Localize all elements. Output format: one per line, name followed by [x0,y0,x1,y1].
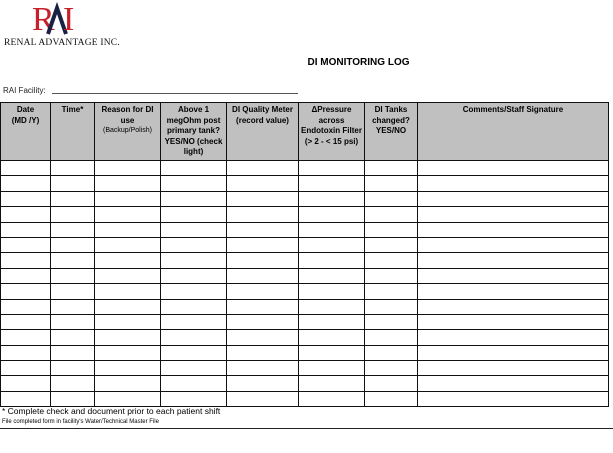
table-cell[interactable] [51,330,95,345]
table-cell[interactable] [227,391,299,406]
table-cell[interactable] [227,330,299,345]
table-cell[interactable] [227,253,299,268]
table-cell[interactable] [51,361,95,376]
table-cell[interactable] [95,176,161,191]
table-row [1,330,609,345]
table-cell[interactable] [418,376,609,391]
table-cell[interactable] [1,237,51,252]
table-cell[interactable] [95,253,161,268]
table-row [1,391,609,406]
table-cell[interactable] [1,284,51,299]
table-cell[interactable] [365,237,418,252]
table-cell[interactable] [365,314,418,329]
table-cell[interactable] [51,284,95,299]
table-cell[interactable] [1,207,51,222]
table-cell[interactable] [161,237,227,252]
col-reason: Reason for DI use (Backup/Polish) [95,103,161,161]
table-cell[interactable] [1,191,51,206]
table-cell[interactable] [161,361,227,376]
table-cell[interactable] [51,391,95,406]
table-cell[interactable] [95,314,161,329]
table-cell[interactable] [95,284,161,299]
table-cell[interactable] [161,191,227,206]
table-cell[interactable] [365,391,418,406]
table-cell[interactable] [418,253,609,268]
table-cell[interactable] [299,237,365,252]
table-cell[interactable] [161,330,227,345]
table-cell[interactable] [418,361,609,376]
table-cell[interactable] [1,345,51,360]
table-cell[interactable] [227,207,299,222]
table-cell[interactable] [1,268,51,283]
table-row [1,268,609,283]
table-cell[interactable] [1,222,51,237]
table-cell[interactable] [51,222,95,237]
company-logo [2,0,120,50]
table-cell[interactable] [95,391,161,406]
svg-text:R: R [32,1,55,36]
facility-label: RAI Facility: [3,86,46,95]
table-cell[interactable] [161,207,227,222]
table-cell[interactable] [95,222,161,237]
table-cell[interactable] [365,191,418,206]
table-row [1,207,609,222]
table-row [1,191,609,206]
table-cell[interactable] [365,222,418,237]
table-cell[interactable] [1,176,51,191]
table-cell[interactable] [161,253,227,268]
table-cell[interactable] [51,237,95,252]
table-row [1,161,609,176]
table-cell[interactable] [299,299,365,314]
table-cell[interactable] [418,314,609,329]
table-cell[interactable] [1,391,51,406]
table-cell[interactable] [1,161,51,176]
table-cell[interactable] [365,330,418,345]
table-cell[interactable] [299,161,365,176]
table-cell[interactable] [51,253,95,268]
table-row [1,176,609,191]
table-cell[interactable] [51,268,95,283]
table-cell[interactable] [299,268,365,283]
table-row [1,299,609,314]
table-cell[interactable] [227,314,299,329]
table-cell[interactable] [365,268,418,283]
table-cell[interactable] [365,284,418,299]
table-cell[interactable] [95,345,161,360]
table-cell[interactable] [418,268,609,283]
table-cell[interactable] [51,314,95,329]
table-cell[interactable] [51,376,95,391]
table-row [1,253,609,268]
table-cell[interactable] [365,376,418,391]
table-cell[interactable] [299,330,365,345]
table-cell[interactable] [95,207,161,222]
footnote-filing: File completed form in facility's Water/Technical Master File [2,419,159,425]
table-cell[interactable] [227,176,299,191]
table-cell[interactable] [227,361,299,376]
col-comments: Comments/Staff Signature [418,103,609,161]
table-cell[interactable] [299,345,365,360]
table-cell[interactable] [299,314,365,329]
table-cell[interactable] [1,253,51,268]
table-cell[interactable] [161,314,227,329]
table-cell[interactable] [227,345,299,360]
table-cell[interactable] [161,222,227,237]
footnote-shift: * Complete check and document prior to each patient shift [2,406,221,416]
table-cell[interactable] [299,222,365,237]
table-cell[interactable] [418,161,609,176]
table-cell[interactable] [418,299,609,314]
table-cell[interactable] [161,376,227,391]
page-title: DI MONITORING LOG [307,57,410,68]
table-cell[interactable] [299,207,365,222]
table-cell[interactable] [365,253,418,268]
table-row [1,314,609,329]
col-time: Time* [51,103,95,161]
divider [0,428,613,429]
table-cell[interactable] [227,284,299,299]
table-cell[interactable] [418,207,609,222]
col-megohm: Above 1 megOhm post primary tank? YES/NO (check light) [161,103,227,161]
table-cell[interactable] [365,361,418,376]
table-cell[interactable] [161,161,227,176]
table-row [1,222,609,237]
table-cell[interactable] [299,191,365,206]
table-cell[interactable] [1,299,51,314]
table-cell[interactable] [95,268,161,283]
table-cell[interactable] [227,299,299,314]
table-cell[interactable] [1,330,51,345]
table-cell[interactable] [161,299,227,314]
table-cell[interactable] [95,299,161,314]
table-cell[interactable] [299,376,365,391]
table-cell[interactable] [299,176,365,191]
table-cell[interactable] [51,207,95,222]
table-cell[interactable] [161,284,227,299]
company-name: RENAL ADVANTAGE INC. [4,38,120,48]
log-body [1,161,609,407]
table-cell[interactable] [227,376,299,391]
table-cell[interactable] [418,391,609,406]
table-row [1,376,609,391]
table-cell[interactable] [1,376,51,391]
col-tanks-changed: DI Tanks changed? YES/NO [365,103,418,161]
table-cell[interactable] [299,253,365,268]
table-cell[interactable] [95,376,161,391]
table-cell[interactable] [95,191,161,206]
table-cell[interactable] [95,161,161,176]
table-cell[interactable] [418,345,609,360]
header-row [1,103,609,161]
table-cell[interactable] [418,330,609,345]
table-cell[interactable] [1,314,51,329]
table-cell[interactable] [365,176,418,191]
table-cell[interactable] [95,330,161,345]
col-pressure: ΔPressure across Endotoxin Filter (> 2 - < 15 psi) [299,103,365,161]
table-cell[interactable] [95,361,161,376]
table-cell[interactable] [51,161,95,176]
table-cell[interactable] [418,191,609,206]
table-cell[interactable] [299,284,365,299]
table-cell[interactable] [365,345,418,360]
table-cell[interactable] [227,268,299,283]
table-cell[interactable] [51,176,95,191]
table-cell[interactable] [227,237,299,252]
col-quality-meter: DI Quality Meter (record value) [227,103,299,161]
col-date: Date (MD /Y) [1,103,51,161]
table-cell[interactable] [51,191,95,206]
table-cell[interactable] [418,237,609,252]
table-cell[interactable] [95,237,161,252]
table-cell[interactable] [365,161,418,176]
table-row [1,237,609,252]
table-cell[interactable] [161,391,227,406]
table-cell[interactable] [51,345,95,360]
table-cell[interactable] [418,222,609,237]
table-cell[interactable] [161,268,227,283]
table-cell[interactable] [161,345,227,360]
table-cell[interactable] [418,176,609,191]
table-cell[interactable] [1,361,51,376]
table-row [1,284,609,299]
table-row [1,361,609,376]
rai-logo-icon [30,0,80,36]
table-cell[interactable] [365,207,418,222]
table-cell[interactable] [227,222,299,237]
table-cell[interactable] [227,191,299,206]
table-cell[interactable] [161,176,227,191]
svg-text:I: I [63,1,75,36]
table-row [1,345,609,360]
table-cell[interactable] [227,161,299,176]
table-cell[interactable] [365,299,418,314]
table-cell[interactable] [418,284,609,299]
facility-field[interactable] [52,93,298,94]
table-cell[interactable] [299,391,365,406]
monitoring-log-table [0,102,609,407]
table-cell[interactable] [51,299,95,314]
table-cell[interactable] [299,361,365,376]
